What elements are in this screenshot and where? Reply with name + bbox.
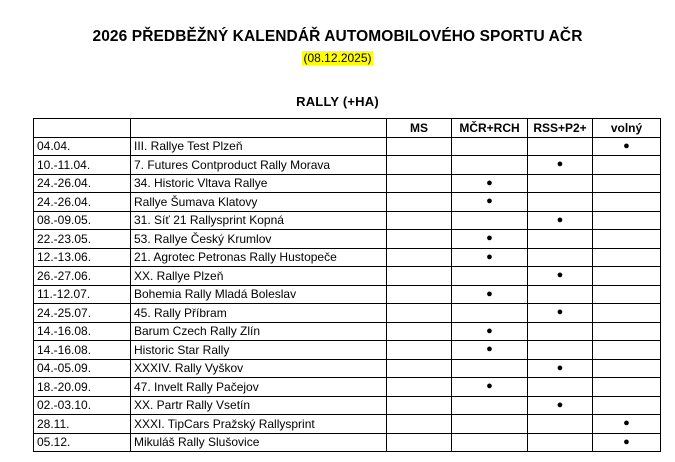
rss-p2-cell: ● [528,396,593,415]
column-header-date [34,119,131,138]
mcr-rch-cell [452,433,528,452]
mcr-rch-cell [452,156,528,175]
ms-cell [387,248,452,267]
mcr-rch-cell [452,359,528,378]
table-row [34,378,661,397]
volny-cell: ● [593,415,661,434]
mcr-rch-cell [452,137,528,156]
table-header-row [34,119,661,138]
document-title: 2026 PŘEDBĚŽNÝ KALENDÁŘ AUTOMOBILOVÉHO SPORTU AČR [92,28,583,45]
date-cell: 10.-11.04. [34,156,131,175]
rss-p2-cell [528,378,593,397]
table-row [34,211,661,230]
date-cell: 02.-03.10. [34,396,131,415]
date-cell: 24.-26.04. [34,193,131,212]
volny-cell [593,211,661,230]
volny-cell [593,230,661,249]
mcr-rch-cell: ● [452,193,528,212]
volny-cell [593,396,661,415]
volny-cell [593,359,661,378]
event-cell: 7. Futures Contproduct Rally Morava [131,156,387,175]
ms-cell [387,415,452,434]
table-row [34,341,661,360]
date-highlight: (08.12.2025) [303,51,372,65]
ms-cell [387,359,452,378]
ms-cell [387,193,452,212]
event-cell: 34. Historic Vltava Rallye [131,174,387,193]
event-cell: 47. Invelt Rally Pačejov [131,378,387,397]
ms-cell [387,137,452,156]
volny-cell: ● [593,137,661,156]
rss-p2-cell [528,193,593,212]
rss-p2-cell [528,285,593,304]
date-cell: 22.-23.05. [34,230,131,249]
mcr-rch-cell: ● [452,322,528,341]
event-cell: 31. Síť 21 Rallysprint Kopná [131,211,387,230]
table-row [34,156,661,175]
event-cell: XXXI. TipCars Pražský Rallysprint [131,415,387,434]
table-row [34,285,661,304]
date-cell: 28.11. [34,415,131,434]
ms-cell [387,396,452,415]
table-row [34,248,661,267]
table-row [34,304,661,323]
rss-p2-cell: ● [528,211,593,230]
volny-cell [593,285,661,304]
date-cell: 14.-16.08. [34,341,131,360]
rss-p2-cell: ● [528,267,593,286]
mcr-rch-cell [452,396,528,415]
mcr-rch-cell: ● [452,174,528,193]
ms-cell [387,174,452,193]
date-cell: 05.12. [34,433,131,452]
date-cell: 12.-13.06. [34,248,131,267]
rss-p2-cell [528,230,593,249]
volny-cell [593,378,661,397]
mcr-rch-cell [452,211,528,230]
table-row [34,193,661,212]
ms-cell [387,267,452,286]
event-cell: 21. Agrotec Petronas Rally Hustopeče [131,248,387,267]
event-cell: 45. Rally Příbram [131,304,387,323]
ms-cell [387,433,452,452]
ms-cell [387,285,452,304]
column-header-event [131,119,387,138]
column-header-rss-p2: RSS+P2+ [528,119,593,138]
table-row [34,415,661,434]
ms-cell [387,156,452,175]
volny-cell [593,322,661,341]
mcr-rch-cell: ● [452,341,528,360]
table-row [34,137,661,156]
event-cell: Bohemia Rally Mladá Boleslav [131,285,387,304]
event-cell: 53. Rallye Český Krumlov [131,230,387,249]
date-cell: 24.-25.07. [34,304,131,323]
event-cell: Historic Star Rally [131,341,387,360]
ms-cell [387,304,452,323]
event-cell: Mikuláš Rally Slušovice [131,433,387,452]
ms-cell [387,378,452,397]
ms-cell [387,211,452,230]
volny-cell [593,174,661,193]
table-row [34,322,661,341]
table-row [34,174,661,193]
date-cell: 24.-26.04. [34,174,131,193]
mcr-rch-cell: ● [452,285,528,304]
rss-p2-cell [528,174,593,193]
rss-p2-cell [528,433,593,452]
column-header-volny: volný [593,119,661,138]
document-date [0,50,675,66]
volny-cell [593,341,661,360]
mcr-rch-cell [452,267,528,286]
event-cell: XXXIV. Rally Vyškov [131,359,387,378]
ms-cell [387,322,452,341]
mcr-rch-cell [452,415,528,434]
date-cell: 18.-20.09. [34,378,131,397]
date-cell: 04.04. [34,137,131,156]
table-row [34,396,661,415]
ms-cell [387,341,452,360]
rss-p2-cell [528,248,593,267]
date-cell: 04.-05.09. [34,359,131,378]
table-row [34,230,661,249]
rss-p2-cell [528,341,593,360]
column-header-ms: MS [387,119,452,138]
mcr-rch-cell: ● [452,378,528,397]
ms-cell [387,230,452,249]
rss-p2-cell: ● [528,304,593,323]
mcr-rch-cell [452,304,528,323]
event-cell: XX. Partr Rally Vsetín [131,396,387,415]
table-row [34,359,661,378]
rss-p2-cell: ● [528,359,593,378]
volny-cell [593,156,661,175]
calendar-table [33,118,661,452]
date-cell: 08.-09.05. [34,211,131,230]
date-cell: 26.-27.06. [34,267,131,286]
table-row [34,433,661,452]
rss-p2-cell: ● [528,156,593,175]
volny-cell [593,304,661,323]
volny-cell [593,267,661,286]
date-cell: 11.-12.07. [34,285,131,304]
event-cell: Rallye Šumava Klatovy [131,193,387,212]
mcr-rch-cell: ● [452,248,528,267]
column-header-mcr-rch: MČR+RCH [452,119,528,138]
volny-cell: ● [593,433,661,452]
event-cell: XX. Rallye Plzeň [131,267,387,286]
event-cell: III. Rallye Test Plzeň [131,137,387,156]
table-row [34,267,661,286]
rss-p2-cell [528,137,593,156]
mcr-rch-cell: ● [452,230,528,249]
volny-cell [593,248,661,267]
rss-p2-cell [528,415,593,434]
date-cell: 14.-16.08. [34,322,131,341]
section-title: RALLY (+HA) [296,94,379,109]
event-cell: Barum Czech Rally Zlín [131,322,387,341]
rss-p2-cell [528,322,593,341]
volny-cell [593,193,661,212]
